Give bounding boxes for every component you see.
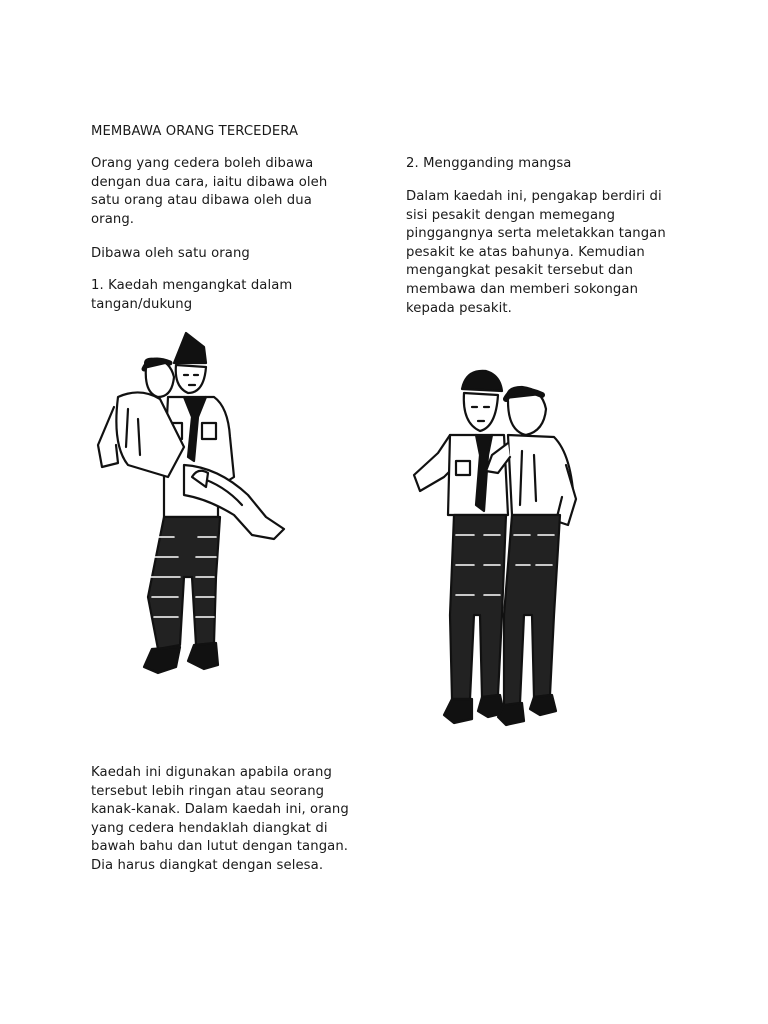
subheading-single-carrier: Dibawa oleh satu orang [91,246,250,261]
method1-title: 1. Kaedah mengangkat dalam tangan/dukung [91,278,293,312]
method2-title: 2. Mengganding mangsa [406,156,572,171]
method2-description: Dalam kaedah ini, pengakap berdiri di sisi pesakit dengan memegang pinggangnya serta meletakkan tangan pesakit ke atas bahunya. Kemudian mengangkat pesakit tersebut dan membawa dan memberi sokongan kepada pesakit. [406,189,666,316]
intro-paragraph: Orang yang cedera boleh dibawa dengan dua cara, iaitu dibawa oleh satu orang atau dibawa oleh dua orang. [91,156,328,227]
page-title: MEMBAWA ORANG TERCEDERA [91,124,299,139]
method1-description: Kaedah ini digunakan apabila orang tersebut lebih ringan atau seorang kanak-kanak. Dalam kaedah ini, orang yang cedera hendaklah diangkat di bawah bahu dan lutut dengan tangan. Dia harus diangkat dengan selesa. [91,765,349,873]
scout-supporting-casualty-illustration [404,365,582,753]
scout-carrying-casualty-illustration [88,327,293,719]
